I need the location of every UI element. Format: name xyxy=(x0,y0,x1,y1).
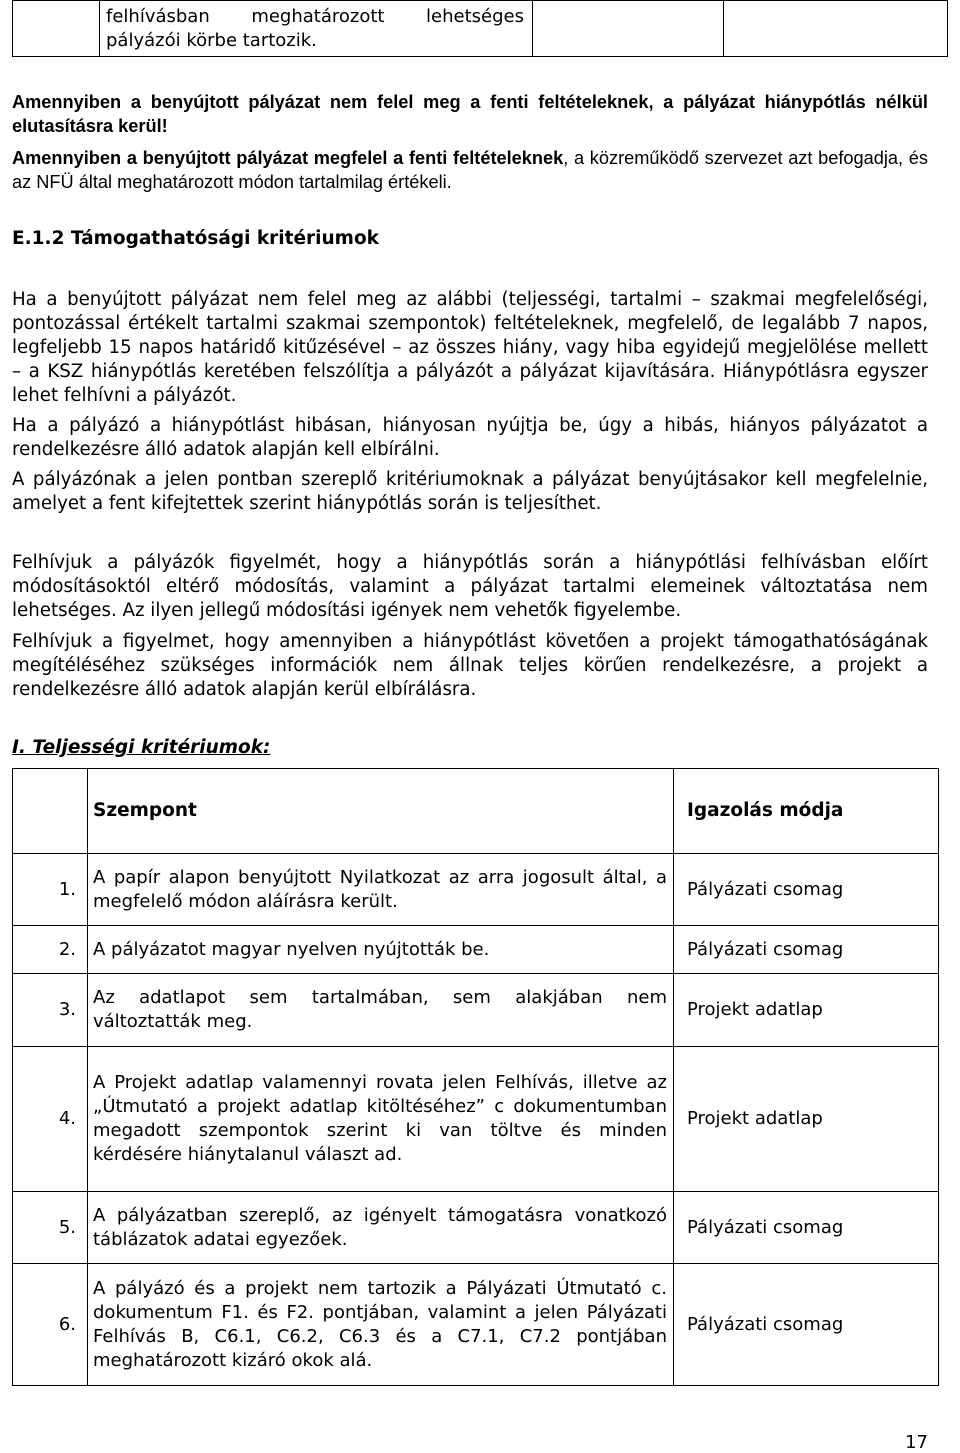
paragraph: Felhívjuk a pályázók figyelmét, hogy a hiánypótlás során a hiánypótlási felhívásban előírt módosításoktól eltérő módosítás, valamint a pályázat tartalmi elemeinek változtatása nem lehetséges. Az ilyen jellegű módosítási igények nem vehetők figyelembe. xyxy=(12,552,928,621)
table-cell-empty xyxy=(533,1,724,57)
row-criterion: A Projekt adatlap valamennyi rovata jelen Felhívás, illetve az „Útmutató a projekt adatlap kitöltéséhez” c dokumentumban megadott szempontok szerint ki van töltve és minden kérdésére hiánytalanul választ ad. xyxy=(88,1047,674,1192)
paragraph: Felhívjuk a figyelmet, hogy amennyiben a hiánypótlást követően a projekt támogathatóságának megítéléséhez szükséges információk nem állnak teljes körűen rendelkezésre, a projekt a rendelkezésre álló adatok alapján kerül elbírálásra. xyxy=(12,631,928,700)
acceptance-notice-bold: Amennyiben a benyújtott pályázat megfelel a fenti feltételeknek xyxy=(12,148,564,168)
row-criterion: A pályázatban szereplő, az igényelt támogatásra vonatkozó táblázatok adatai egyezőek. xyxy=(88,1192,674,1264)
previous-criteria-table-fragment xyxy=(12,0,948,57)
rejection-notice: Amennyiben a benyújtott pályázat nem felel meg a fenti feltételeknek, a pályázat hiánypótlás nélkül elutasításra kerül! xyxy=(12,92,928,136)
row-criterion: A papír alapon benyújtott Nyilatkozat az arra jogosult által, a megfelelő módon aláírásra került. xyxy=(88,854,674,926)
paragraph: Ha a pályázó a hiánypótlást hibásan, hiányosan nyújtja be, úgy a hibás, hiányos pályázatot a rendelkezésre álló adatok alapján kell elbírálni. xyxy=(12,415,928,460)
table-cell-text xyxy=(100,1,533,57)
acceptance-notice xyxy=(12,146,928,194)
row-proof: Pályázati csomag xyxy=(674,926,939,974)
paragraph: A pályázónak a jelen pontban szereplő kritériumoknak a pályázat benyújtásakor kell megfelelnie, amelyet a fent kifejtettek szerint hiánypótlás során is teljesíthet. xyxy=(12,469,928,514)
page-number: 17 xyxy=(905,1432,928,1453)
header-igazolas: Igazolás módja xyxy=(674,769,939,854)
table-cell-empty xyxy=(13,1,100,57)
row-number: 5. xyxy=(13,1192,88,1264)
row-criterion: A pályázatot magyar nyelven nyújtották be. xyxy=(88,926,674,974)
table-row xyxy=(13,926,939,974)
row-number: 4. xyxy=(13,1047,88,1192)
table-header-row xyxy=(13,769,939,854)
table-row xyxy=(13,854,939,926)
cell-text-line: felhívásban meghatározott lehetséges xyxy=(106,6,524,27)
row-number: 2. xyxy=(13,926,88,974)
header-szempont: Szempont xyxy=(88,769,674,854)
row-proof: Projekt adatlap xyxy=(674,1047,939,1192)
row-number: 6. xyxy=(13,1264,88,1386)
row-number: 1. xyxy=(13,854,88,926)
row-criterion: A pályázó és a projekt nem tartozik a Pályázati Útmutató c. dokumentum F1. és F2. pontjában, valamint a jelen Pályázati Felhívás B, C6.1, C6.2, C6.3 és a C7.1, C7.2 pontjában meghatározott kizáró okok alá. xyxy=(88,1264,674,1386)
row-criterion: Az adatlapot sem tartalmában, sem alakjában nem változtatták meg. xyxy=(88,974,674,1047)
criteria-heading-text: I. Teljességi kritériumok: xyxy=(12,737,271,758)
row-proof: Pályázati csomag xyxy=(674,1192,939,1264)
row-proof: Projekt adatlap xyxy=(674,974,939,1047)
criteria-heading xyxy=(12,737,270,758)
paragraph: Ha a benyújtott pályázat nem felel meg az alábbi (teljességi, tartalmi – szakmai megfelelőségi, pontozással értékelt tartalmi szakmai szempontok) feltételeknek, megfelelő, de legalább 7 napos, legfeljebb 15 napos határidő kitűzésével – az összes hiány, vagy hiba egyidejű megjelölése mellett – a KSZ hiánypótlás keretében felszólítja a pályázót a pályázat kijavítására. Hiánypótlásra egyszer lehet felhívni a pályázót. xyxy=(12,289,928,406)
table-row xyxy=(13,974,939,1047)
section-title: E.1.2 Támogathatósági kritériumok xyxy=(12,228,379,249)
row-number: 3. xyxy=(13,974,88,1047)
cell-text-line: pályázói körbe tartozik. xyxy=(106,30,317,51)
row-proof: Pályázati csomag xyxy=(674,854,939,926)
table-row xyxy=(13,1047,939,1192)
row-proof: Pályázati csomag xyxy=(674,1264,939,1386)
header-cell-empty xyxy=(13,769,88,854)
table-row xyxy=(13,1,948,57)
table-row xyxy=(13,1192,939,1264)
table-row xyxy=(13,1264,939,1386)
criteria-table xyxy=(12,768,939,1386)
acceptance-notice-rest: , a közreműködő szervezet azt befogadja, és az NFÜ által meghatározott módon tartalmilag értékeli. xyxy=(12,148,928,192)
table-cell-empty xyxy=(724,1,948,57)
